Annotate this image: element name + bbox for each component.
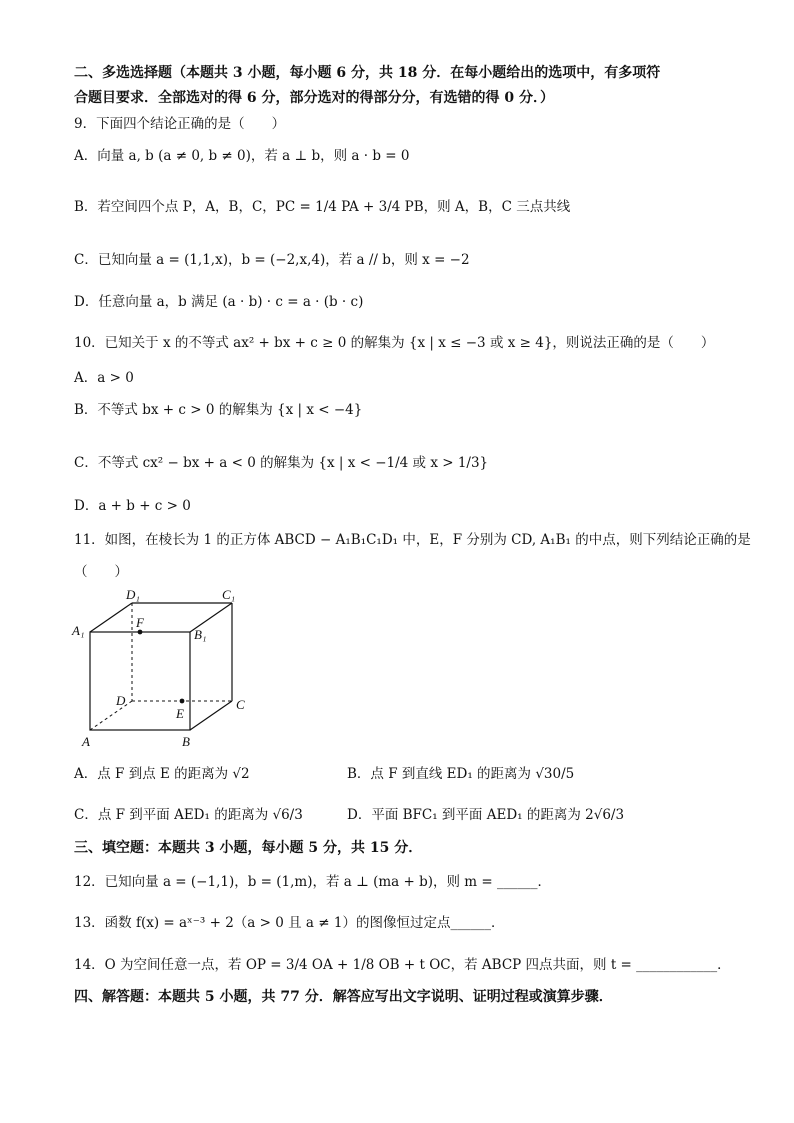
label-d1: D₁ (126, 587, 140, 602)
label-b: B (182, 734, 190, 749)
section2-header-line1: 二、多选选择题（本题共 3 小题，每小题 6 分，共 18 分．在每小题给出的选项中，有多项符 (74, 65, 661, 81)
q11-option-b: B．点 F 到直线 ED₁ 的距离为 √30/5 (347, 766, 575, 782)
q10-option-b: B．不等式 bx + c > 0 的解集为 {x | x < −4} (74, 402, 363, 418)
label-a1: A₁ (72, 623, 85, 638)
section2-header-line2: 合题目要求．全部选对的得 6 分，部分选对的得部分分，有选错的得 0 分．） (74, 90, 554, 106)
front-face (90, 632, 190, 730)
q11-option-d: D．平面 BFC₁ 到平面 AED₁ 的距离为 2√6/3 (347, 807, 625, 823)
q9-option-a: A．向量 a, b (a ≠ 0, b ≠ 0)，若 a ⊥ b，则 a · b = 0 (74, 148, 410, 164)
point-f (138, 630, 143, 635)
cube-diagram (70, 585, 260, 755)
label-b1: B₁ (194, 627, 207, 642)
edge-a-d (90, 701, 132, 730)
edge-a1-d1 (90, 603, 132, 632)
q10-option-c: C．不等式 cx² − bx + a < 0 的解集为 {x | x < −1/4 或 x > 1/3} (74, 455, 489, 471)
label-a: A (82, 734, 90, 749)
q11-option-a: A．点 F 到点 E 的距离为 √2 (74, 766, 250, 782)
label-c1: C₁ (222, 587, 236, 602)
section4-header: 四、解答题：本题共 5 小题，共 77 分．解答应写出文字说明、证明过程或演算步骤． (74, 989, 613, 1005)
section3-header: 三、填空题：本题共 3 小题，每小题 5 分，共 15 分． (74, 840, 423, 856)
q14: 14．O 为空间任意一点，若 OP = 3/4 OA + 1/8 OB + t OC，若 ABCP 四点共面，则 t = ____________． (74, 957, 731, 973)
label-f: F (136, 615, 144, 630)
q11-stem: 11．如图，在棱长为 1 的正方体 ABCD − A₁B₁C₁D₁ 中，E，F 分别为 CD, A₁B₁ 的中点，则下列结论正确的是 (74, 532, 751, 548)
label-e: E (176, 706, 184, 721)
q13: 13．函数 f(x) = aˣ⁻³ + 2（a > 0 且 a ≠ 1）的图像恒过定点______． (74, 915, 505, 931)
q11-option-c: C．点 F 到平面 AED₁ 的距离为 √6/3 (74, 807, 303, 823)
q9-option-c: C．已知向量 a = (1,1,x)，b = (−2,x,4)，若 a // b，则 x = −2 (74, 252, 470, 268)
q10-stem: 10．已知关于 x 的不等式 ax² + bx + c ≥ 0 的解集为 {x | x ≤ −3 或 x ≥ 4}，则说法正确的是（ ） (74, 335, 715, 351)
q9-option-d: D．任意向量 a，b 满足 (a · b) · c = a · (b · c) (74, 294, 364, 310)
label-d: D (116, 693, 126, 708)
q10-option-a: A．a > 0 (74, 370, 134, 386)
q9-stem: 9．下面四个结论正确的是（ ） (74, 116, 286, 132)
q10-option-d: D．a + b + c > 0 (74, 498, 191, 514)
q9-option-b: B．若空间四个点 P，A，B，C，PC = 1/4 PA + 3/4 PB，则 A，B，C 三点共线 (74, 199, 571, 215)
label-c: C (236, 697, 245, 712)
edge-b-c (190, 701, 232, 730)
point-e (180, 699, 185, 704)
q11-paren: （ ） (74, 564, 128, 580)
q12: 12．已知向量 a = (−1,1)，b = (1,m)，若 a ⊥ (ma + b)，则 m = ______． (74, 874, 552, 890)
